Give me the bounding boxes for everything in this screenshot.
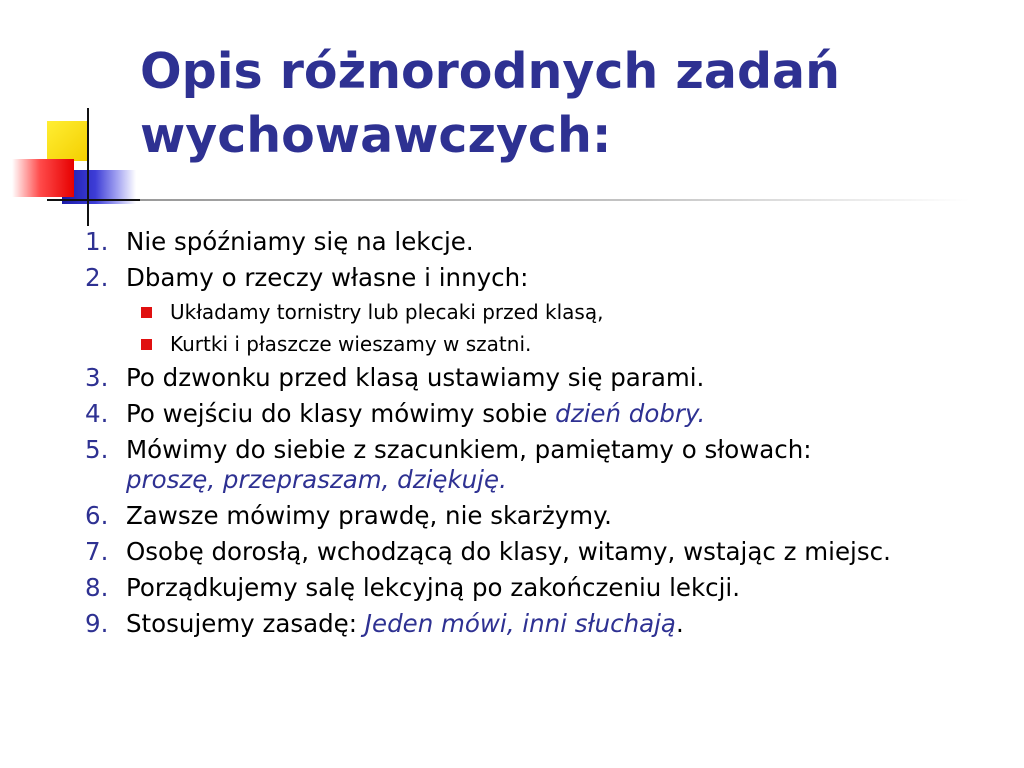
item-text: Dbamy o rzeczy własne i innych: — [126, 263, 529, 292]
item-text: Stosujemy zasadę: — [126, 609, 365, 638]
title-line-1: Opis różnorodnych zadań — [140, 43, 840, 100]
item-emphasis: dziękuję — [397, 465, 500, 494]
item-number: 8. — [85, 573, 109, 602]
logo-red-square — [12, 159, 74, 197]
item-end: . — [675, 609, 684, 638]
item-text: Osobę dorosłą, wchodzącą do klasy, witamy, wstając z miejsc. — [126, 537, 891, 566]
item-separator: , — [207, 465, 223, 494]
item-number: 7. — [85, 537, 109, 566]
item-text: Po dzwonku przed klasą ustawiamy się parami. — [126, 363, 705, 392]
sub-item-text: Kurtki i płaszcze wieszamy w szatni. — [170, 332, 532, 356]
item-number: 4. — [85, 399, 109, 428]
slide-title — [140, 40, 1000, 168]
item-number: 6. — [85, 501, 109, 530]
item-emphasis: proszę — [126, 465, 208, 494]
item-text: Nie spóźniamy się na lekcje. — [126, 227, 474, 256]
item-emphasis: Jeden mówi, inni słuchają — [364, 609, 676, 638]
sub-list-item — [85, 299, 1005, 325]
item-separator: , — [381, 465, 398, 494]
item-emphasis: przepraszam — [222, 465, 382, 494]
item-number: 2. — [85, 263, 109, 292]
list-item — [85, 609, 1005, 639]
sub-item-text: Układamy tornistry lub plecaki przed klasą, — [170, 300, 604, 324]
logo-yellow-square — [47, 121, 87, 161]
item-text: Porządkujemy salę lekcyjną po zakończeniu lekcji. — [126, 573, 741, 602]
list-item — [85, 573, 1005, 603]
item-number: 5. — [85, 435, 109, 464]
list-item — [85, 363, 1005, 393]
item-emphasis: dzień dobry — [555, 399, 698, 428]
logo-vertical-line — [87, 108, 89, 226]
sub-list-item — [85, 331, 1005, 357]
square-bullet-icon — [141, 307, 152, 318]
item-end: . — [499, 465, 507, 494]
rules-list — [85, 227, 1005, 639]
item-text: Zawsze mówimy prawdę, nie skarżymy. — [126, 501, 612, 530]
title-line-2: wychowawczych: — [140, 107, 612, 164]
square-bullet-icon — [141, 339, 152, 350]
item-number: 3. — [85, 363, 109, 392]
item-number: 1. — [85, 227, 109, 256]
list-item — [85, 501, 1005, 531]
list-item — [85, 399, 1005, 429]
list-item — [85, 263, 1005, 293]
list-item — [85, 435, 1005, 495]
item-text: Mówimy do siebie z szacunkiem, pamiętamy o słowach: — [126, 435, 812, 464]
item-number: 9. — [85, 609, 109, 638]
list-item — [85, 227, 1005, 257]
item-text: Po wejściu do klasy mówimy sobie — [126, 399, 556, 428]
list-item — [85, 537, 1005, 567]
item-end: . — [697, 399, 706, 428]
title-underline — [140, 199, 970, 201]
